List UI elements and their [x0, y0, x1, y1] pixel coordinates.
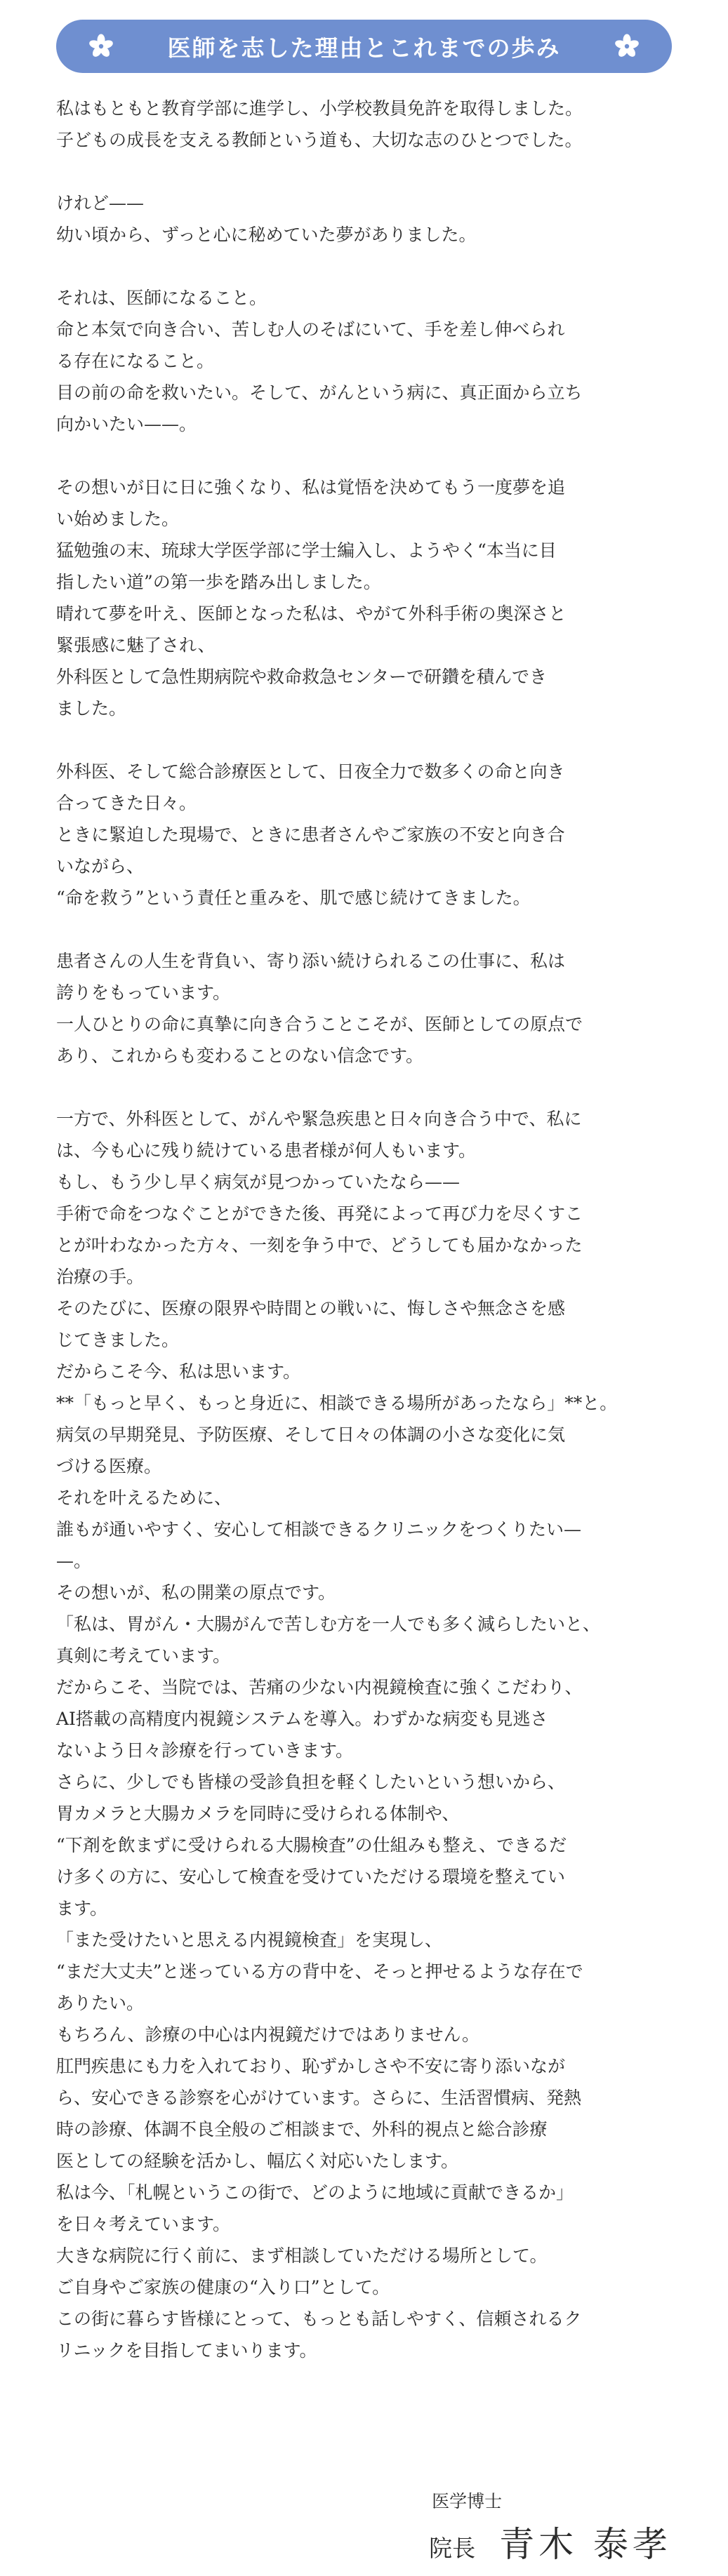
doctor-degree: 医学博士 [432, 2491, 503, 2511]
text-line: る存在になること。 [56, 351, 215, 371]
text-line: 合ってきた日々。 [56, 793, 197, 813]
text-line: 医としての経験を活かし、幅広く対応いたします。 [56, 2151, 459, 2171]
text-line: 命と本気で向き合い、苦しむ人のそばにいて、手を差し伸べられ [56, 319, 565, 340]
text-line: その想いが、私の開業の原点です。 [56, 1582, 336, 1603]
message-paragraph [56, 945, 674, 1072]
text-line: ました。 [56, 698, 127, 719]
text-line: 指したい道”の第一歩を踏み出しました。 [56, 572, 381, 592]
section-title: 医師を志した理由とこれまでの歩み [167, 34, 561, 62]
message-paragraph [56, 282, 674, 440]
text-line: 誇りをもっています。 [56, 982, 231, 1003]
text-line: 幼い頃から、ずっと心に秘めていた夢がありました。 [56, 225, 477, 245]
text-line: ます。 [56, 1898, 108, 1918]
doctor-title-row [429, 2516, 672, 2567]
flower-icon [87, 32, 115, 60]
text-line: 緊張感に魅了され、 [56, 635, 216, 655]
text-line: とが叶わなかった方々、一刻を争う中で、どうしても届かなかった [56, 1235, 583, 1255]
text-line: は、今も心に残り続けている患者様が何人もいます。 [56, 1140, 477, 1161]
message-paragraph [56, 472, 674, 724]
text-line: 病気の早期発見、予防医療、そして日々の体調の小さな変化に気 [56, 1424, 566, 1445]
text-line: この街に暮らす皆様にとって、もっとも話しやすく、信頼されるク [56, 2309, 582, 2329]
text-line: 誰もが通いやすく、安心して相談できるクリニックをつくりたい— [56, 1519, 582, 1540]
text-line: もし、もう少し早く病気が見つかっていたなら—— [56, 1172, 461, 1192]
text-line: —。 [56, 1551, 92, 1571]
text-line: 「私は、胃がん・大腸がんで苦しむ方を一人でも多く減らしたいと、 [56, 1614, 601, 1634]
text-line: ありたい。 [56, 1993, 145, 2013]
section-title-bar [56, 20, 672, 73]
message-paragraph [56, 756, 674, 914]
text-line: AI搭載の高精度内視鏡システムを導入。わずかな病変も見逃さ [56, 1709, 548, 1729]
text-line: それは、医師になること。 [56, 288, 267, 308]
text-line: 晴れて夢を叶え、医師となった私は、やがて外科手術の奥深さと [56, 603, 567, 624]
message-paragraph [56, 1103, 674, 2366]
text-line: いながら、 [56, 856, 145, 876]
text-line: だからこそ今、私は思います。 [56, 1361, 301, 1382]
text-line: 真剣に考えています。 [56, 1646, 231, 1666]
text-line: 子どもの成長を支える教師という道も、大切な志のひとつでした。 [56, 130, 583, 150]
text-line: ら、安心できる診察を心がけています。さらに、生活習慣病、発熱 [56, 2088, 582, 2108]
text-line: 目の前の命を救いたい。そして、がんという病に、真正面から立ち [56, 382, 583, 403]
text-line: 猛勉強の末、琉球大学医学部に学士編入し、ようやく“本当に目 [56, 540, 557, 561]
text-line: リニックを目指してまいります。 [56, 2340, 317, 2361]
text-line: そのたびに、医療の限界や時間との戦いに、悔しさや無念さを感 [56, 1298, 566, 1319]
text-line: あり、これからも変わることのない信念です。 [56, 1046, 424, 1066]
text-line: その想いが日に日に強くなり、私は覚悟を決めてもう一度夢を追 [56, 477, 566, 498]
text-line: を日々考えています。 [56, 2214, 231, 2234]
text-line: け多くの方に、安心して検査を受けていただける環境を整えてい [56, 1867, 566, 1887]
text-line: ときに緊迫した現場で、ときに患者さんやご家族の不安と向き合 [56, 825, 565, 845]
text-line: “命を救う”という責任と重みを、肌で感じ続けてきました。 [56, 888, 531, 908]
text-line: ないよう日々診療を行っていきます。 [56, 1740, 354, 1761]
signature-block [429, 2490, 672, 2567]
text-line: だからこそ、当院では、苦痛の少ない内視鏡検査に強くこだわり、 [56, 1677, 583, 1697]
message-paragraph [56, 187, 674, 251]
text-line: けれど—— [56, 193, 145, 213]
text-line: 一人ひとりの命に真摯に向き合うことこそが、医師としての原点で [56, 1014, 583, 1034]
message-paragraph [56, 93, 674, 156]
doctor-role: 院長 [429, 2535, 476, 2562]
text-line: づける医療。 [56, 1456, 162, 1476]
text-line: もちろん、診療の中心は内視鏡だけではありません。 [56, 2024, 480, 2045]
text-line: 向かいたい——。 [56, 414, 197, 434]
doctor-name: 青木 泰孝 [499, 2524, 672, 2565]
text-line: “まだ大丈夫”と迷っている方の背中を、そっと押せるような存在で [56, 1961, 583, 1982]
message-body [56, 93, 674, 2398]
text-line: さらに、少しでも皆様の受診負担を軽くしたいという想いから、 [56, 1772, 566, 1792]
text-line: 「また受けたいと思える内視鏡検査」を実現し、 [56, 1930, 443, 1950]
text-line: “下剤を飲まずに受けられる大腸検査”の仕組みも整え、できるだ [56, 1835, 567, 1855]
text-line: 私はもともと教育学部に進学し、小学校教員免許を取得しました。 [56, 98, 583, 119]
text-line: 時の診療、体調不良全般のご相談まで、外科的視点と総合診療 [56, 2119, 548, 2140]
text-line: い始めました。 [56, 509, 180, 529]
text-line: 一方で、外科医として、がんや緊急疾患と日々向き合う中で、私に [56, 1109, 582, 1129]
text-line: 患者さんの人生を背負い、寄り添い続けられるこの仕事に、私は [56, 951, 566, 971]
flower-icon [613, 32, 641, 60]
text-line: **「もっと早く、もっと身近に、相談できる場所があったなら」**と。 [56, 1393, 618, 1413]
text-line: 手術で命をつなぐことができた後、再発によって再び力を尽くすこ [56, 1203, 583, 1224]
text-line: 私は今、「札幌というこの街で、どのように地域に貢献できるか」 [56, 2182, 574, 2203]
text-line: 外科医として急性期病院や救命救急センターで研鑽を積んでき [56, 667, 548, 687]
text-line: 外科医、そして総合診療医として、日夜全力で数多くの命と向き [56, 761, 565, 782]
text-line: 大きな病院に行く前に、まず相談していただける場所として。 [56, 2245, 548, 2266]
text-line: 胃カメラと大腸カメラを同時に受けられる体制や、 [56, 1803, 460, 1824]
text-line: 治療の手。 [56, 1267, 145, 1287]
text-line: じてきました。 [56, 1330, 180, 1350]
text-line: それを叶えるために、 [56, 1488, 232, 1508]
text-line: ご自身やご家族の健康の“入り口”として。 [56, 2277, 390, 2297]
text-line: 肛門疾患にも力を入れており、恥ずかしさや不安に寄り添いなが [56, 2056, 566, 2076]
